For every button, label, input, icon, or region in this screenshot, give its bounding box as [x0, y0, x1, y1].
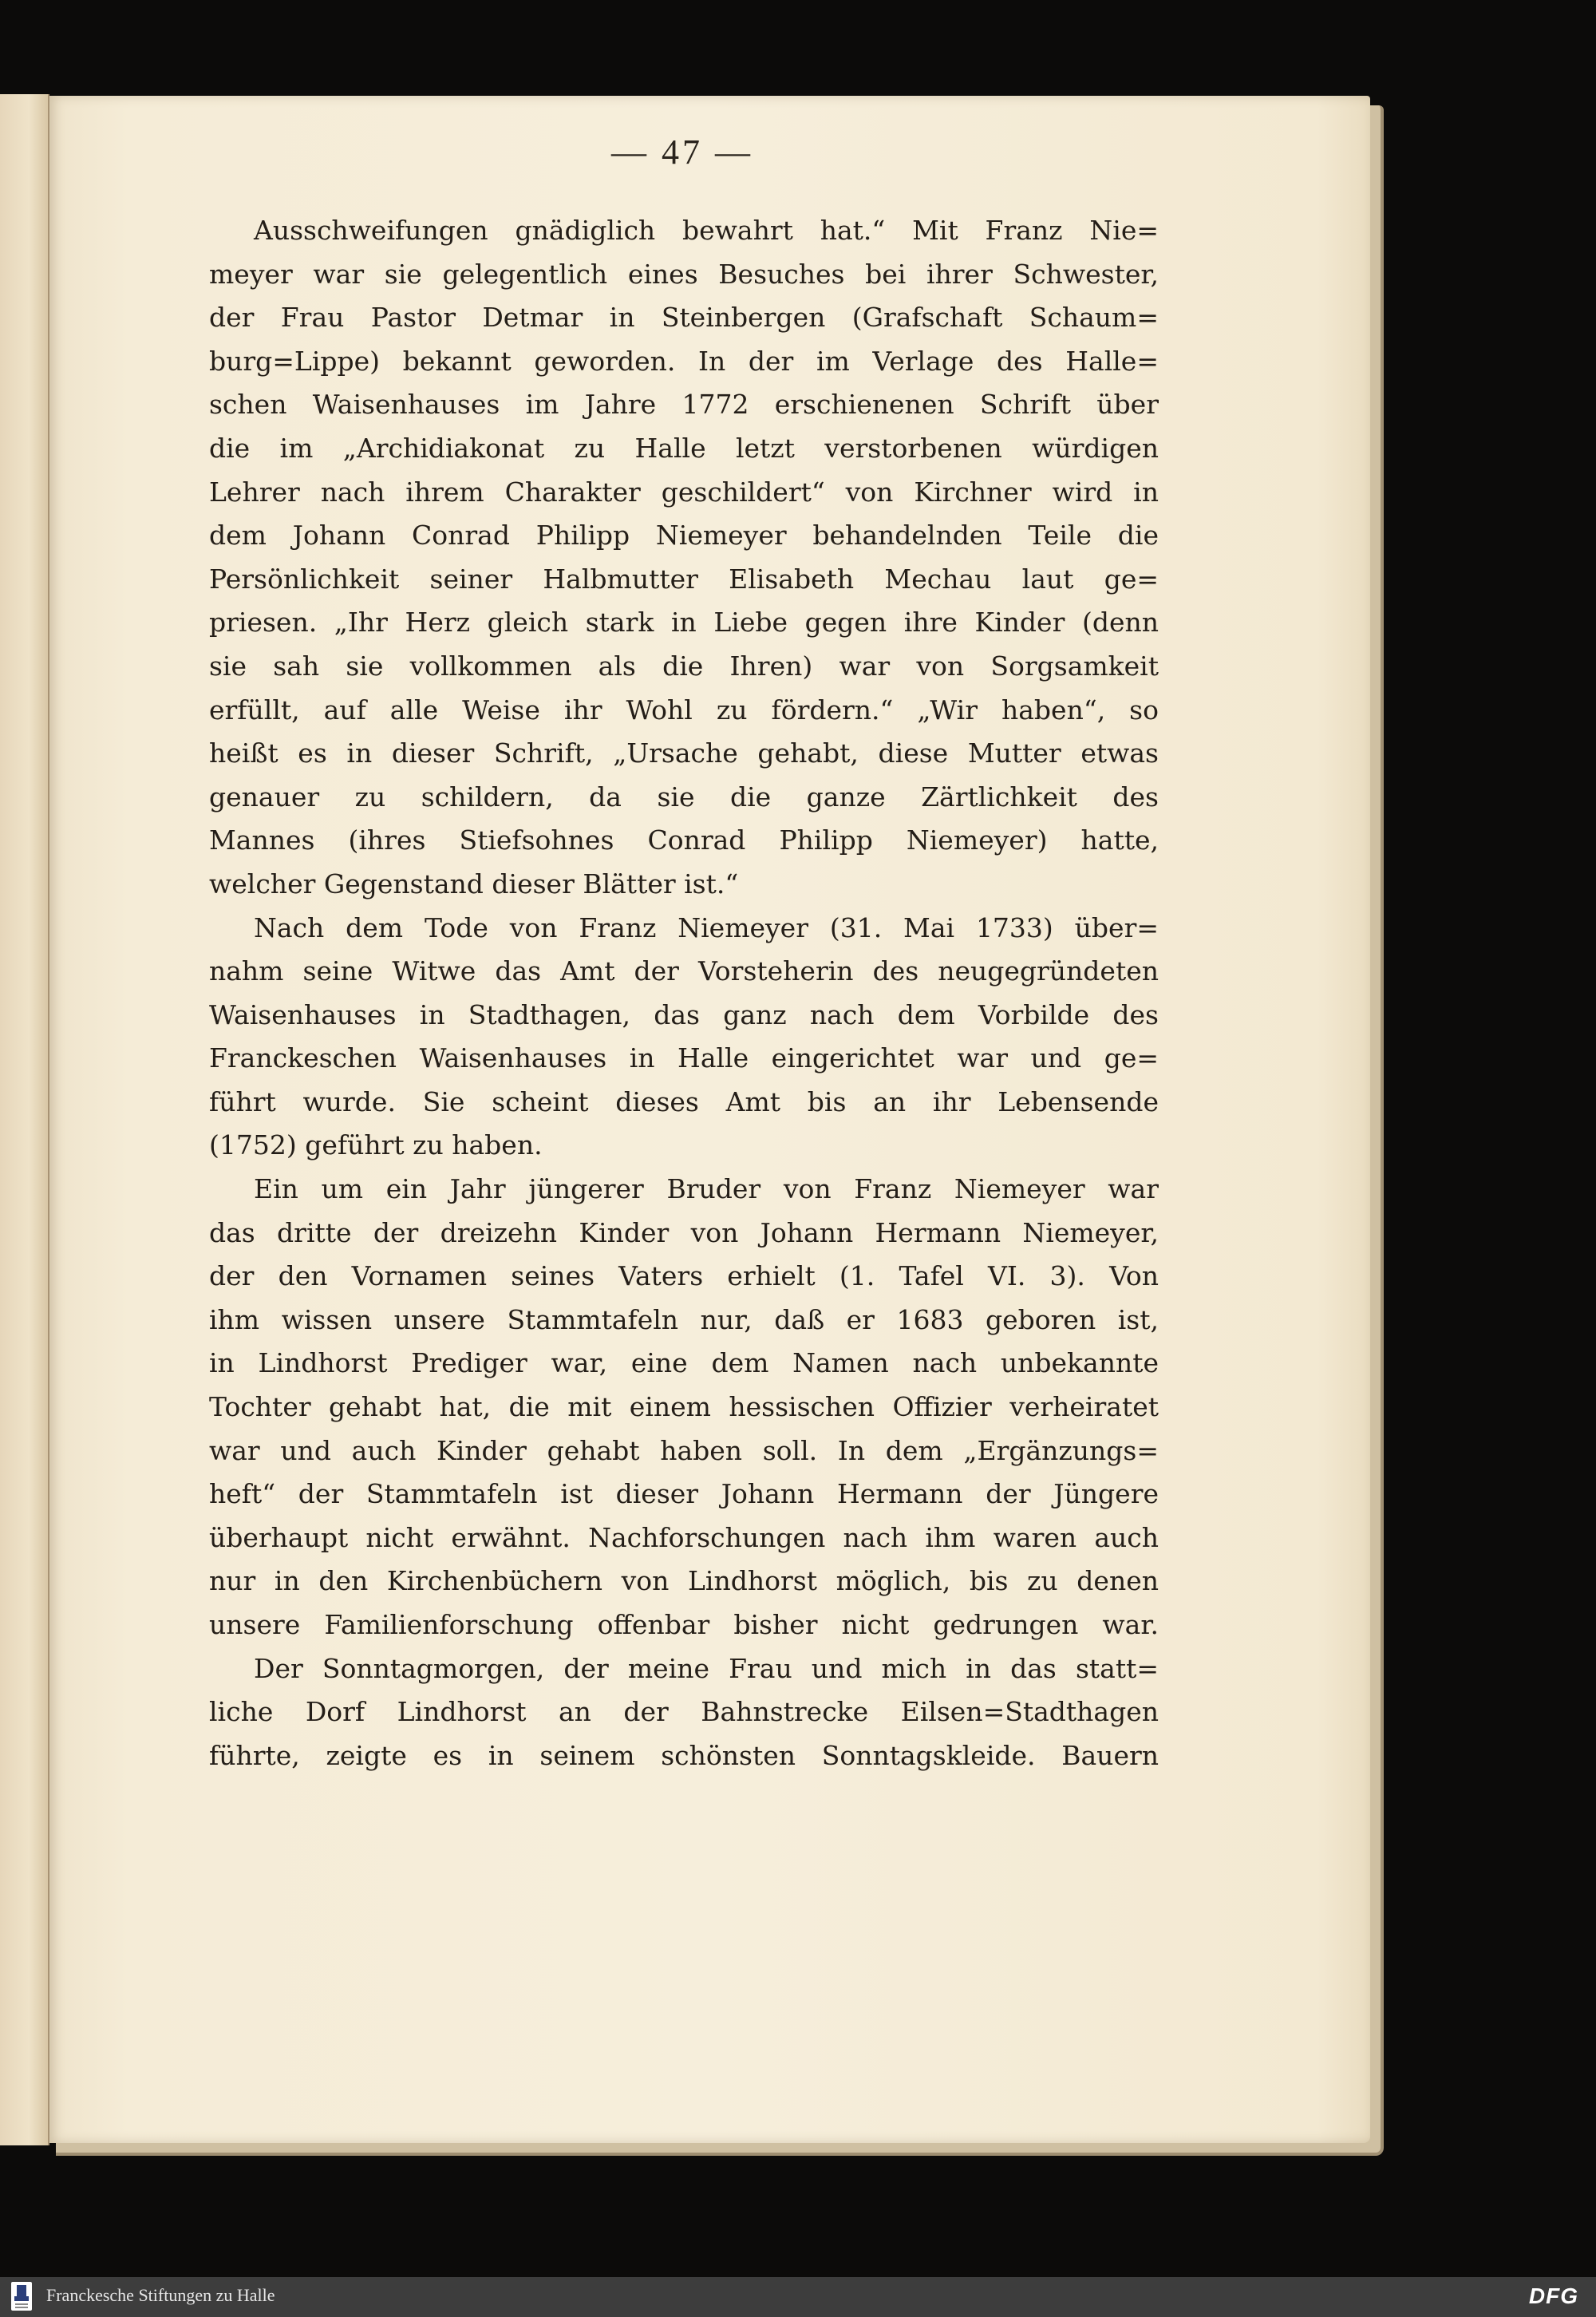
text-line: welcher Gegenstand dieser Blätter ist.“ — [209, 868, 739, 900]
text-line: ihm wissen unsere Stammtafeln nur, daß er 1683 geboren ist, — [209, 1303, 1159, 1335]
text-line: dem Johann Conrad Philipp Niemeyer behandelnden Teile die — [209, 520, 1159, 552]
text-line: Mannes (ihres Stiefsohnes Conrad Philipp Niemeyer) hatte, — [209, 824, 1159, 856]
text-line: nur in den Kirchenbüchern von Lindhorst möglich, bis zu denen — [209, 1565, 1159, 1597]
text-line: in Lindhorst Prediger war, eine dem Namen nach unbekannte — [209, 1347, 1159, 1379]
text-line: Tochter gehabt hat, die mit einem hessischen Offizier verheiratet — [209, 1391, 1159, 1423]
previous-page-edge — [0, 94, 49, 2145]
dfg-logo: DFG — [1528, 2283, 1578, 2308]
body-text — [209, 209, 1159, 1777]
text-line: schen Waisenhauses im Jahre 1772 erschienenen Schrift über — [209, 389, 1159, 421]
text-line: Nach dem Tode von Franz Niemeyer (31. Mai 1733) über= — [254, 911, 1159, 943]
text-line: meyer war sie gelegentlich eines Besuches bei ihrer Schwester, — [209, 258, 1159, 290]
text-line: nahm seine Witwe das Amt der Vorsteherin des neugegründeten — [209, 955, 1159, 987]
text-line: erfüllt, auf alle Weise ihr Wohl zu fördern.“ „Wir haben“, so — [209, 694, 1159, 726]
institution-seal-icon — [11, 2282, 32, 2311]
text-line: überhaupt nicht erwähnt. Nachforschungen nach ihm waren auch — [209, 1521, 1159, 1553]
text-line: der den Vornamen seines Vaters erhielt (1. Tafel VI. 3). Von — [209, 1260, 1159, 1292]
text-line: unsere Familienforschung offenbar bisher nicht gedrungen war. — [209, 1609, 1159, 1640]
text-line: Waisenhauses in Stadthagen, das ganz nach dem Vorbilde des — [209, 998, 1159, 1030]
text-line: das dritte der dreizehn Kinder von Johann Hermann Niemeyer, — [209, 1216, 1159, 1248]
text-line: liche Dorf Lindhorst an der Bahnstrecke Eilsen=Stadthagen — [209, 1696, 1159, 1728]
text-line: führte, zeigte es in seinem schönsten Sonntagskleide. Bauern — [209, 1739, 1159, 1771]
text-line: heft“ der Stammtafeln ist dieser Johann Hermann der Jüngere — [209, 1478, 1159, 1510]
text-line: genauer zu schildern, da sie die ganze Zärtlichkeit des — [209, 781, 1159, 813]
text-line: burg=Lippe) bekannt geworden. In der im Verlage des Halle= — [209, 345, 1159, 377]
text-line: führt wurde. Sie scheint dieses Amt bis an ihr Lebensende — [209, 1085, 1159, 1117]
page-number: — 47 — — [611, 132, 753, 172]
text-line: priesen. „Ihr Herz gleich stark in Liebe gegen ihre Kinder (denn — [209, 607, 1159, 639]
text-line: Ausschweifungen gnädiglich bewahrt hat.“ Mit Franz Nie= — [254, 215, 1159, 246]
institution-name: Franckesche Stiftungen zu Halle — [46, 2285, 275, 2305]
text-line: heißt es in dieser Schrift, „Ursache gehabt, diese Mutter etwas — [209, 737, 1159, 769]
text-line: Persönlichkeit seiner Halbmutter Elisabeth Mechau laut ge= — [209, 563, 1159, 595]
text-line: Lehrer nach ihrem Charakter geschildert“ von Kirchner wird in — [209, 476, 1159, 508]
text-line: Ein um ein Jahr jüngerer Bruder von Franz Niemeyer war — [254, 1173, 1159, 1205]
text-line: die im „Archidiakonat zu Halle letzt verstorbenen würdigen — [209, 432, 1159, 464]
viewer-footer — [0, 2277, 1596, 2317]
text-line: war und auch Kinder gehabt haben soll. In dem „Ergänzungs= — [209, 1434, 1159, 1466]
text-line: Franckeschen Waisenhauses in Halle eingerichtet war und ge= — [209, 1042, 1159, 1074]
text-line: sie sah sie vollkommen als die Ihren) war von Sorgsamkeit — [209, 650, 1159, 682]
text-line: (1752) geführt zu haben. — [209, 1129, 543, 1161]
text-line: der Frau Pastor Detmar in Steinbergen (Grafschaft Schaum= — [209, 302, 1159, 334]
text-line: Der Sonntagmorgen, der meine Frau und mich in das statt= — [254, 1652, 1159, 1684]
